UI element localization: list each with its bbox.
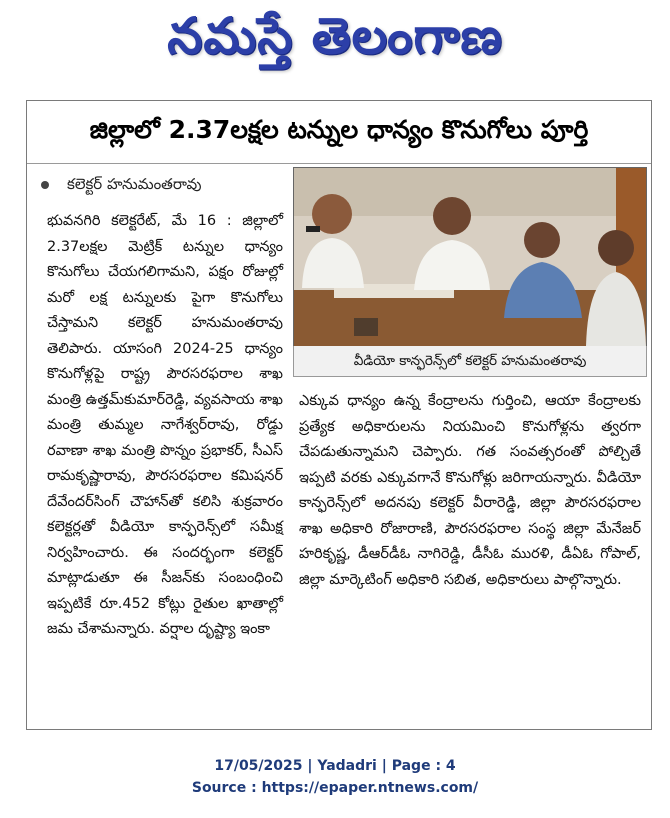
edition-line: 17/05/2025 | Yadadri | Page : 4 [214, 758, 456, 774]
article-headline: జిల్లాలో 2.37లక్షల టన్నుల ధాన్యం కొనుగోలు పూర్తి [89, 115, 589, 144]
article-photo [293, 167, 647, 347]
source-line: Source : https://epaper.ntnews.com/ [191, 780, 479, 796]
headline-divider [27, 163, 651, 164]
article-subhead [41, 175, 201, 197]
meeting-photo-illustration [294, 168, 646, 346]
article-column-1: భువనగిరి కలెక్టరేట్‌, మే 16 : జిల్లాలో 2.37లక్షల మెట్రిక్‌ టన్నుల ధాన్యం కొనుగోలు చేయగలిగామని, పక్షం రోజుల్లో మరో లక్ష టన్నులకు పైగా కొనుగోలు చేస్తామని కలెక్టర్‌ హనుమంతరావు తెలిపారు. యాసంగి 2024-25 ధాన్యం కొనుగోళ్లపై రాష్ట్ర పౌరసరఫరాల శాఖ మంత్రి ఉత్తమ్‌కుమార్‌రెడ్డి, వ్యవసాయ శాఖ మంత్రి తుమ్మల నాగేశ్వర్‌రావు, రోడ్డు రవాణా శాఖ మంత్రి పొన్నం ప్రభాకర్‌, సీఎస్‌ రామకృష్ణారావు, పౌరసరఫరాల కమిషనర్‌ దేవేందర్‌సింగ్‌ చౌహాన్‌తో కలిసి శుక్రవారం కలెక్టర్లతో వీడియో కాన్ఫరెన్స్‌లో సమీక్ష నిర్వహించారు. ఈ సందర్భంగా కలెక్టర్‌ మాట్లాడుతూ ఈ సీజన్‌కు సంబంధించి ఇప్పటికే రూ.452 కోట్లు రైతుల ఖాతాల్లో జమ చేశామన్నారు. వర్షాల దృష్ట్యా ఇంకా [47, 213, 283, 637]
masthead-title: నమస్తే తెలంగాణ [167, 6, 503, 65]
newspaper-masthead [0, 0, 670, 88]
article-column-2: ఎక్కువ ధాన్యం ఉన్న కేంద్రాలను గుర్తించి, ఆయా కేంద్రాలకు ప్రత్యేక అధికారులను నియమించి కొనుగోళ్లను త్వరగా చేపడుతున్నామని చెప్పారు. గత సంవత్సరంతో పోల్చితే ఇప్పటి వరకు ఎక్కువగానే కొనుగోళ్లు జరిగాయన్నారు. వీడియో కాన్ఫరెన్స్‌లో అదనపు కలెక్టర్‌ వీరారెడ్డి, జిల్లా పౌరసరఫరాల శాఖ అధికారి రోజారాణి, పౌరసరఫరాల సంస్థ జిల్లా మేనేజర్‌ హరికృష్ణ, డీఆర్‌డీఓ నాగిరెడ్డి, డీసీఓ మురళి, డీఏఓ గోపాల్‌, జిల్లా మార్కెటింగ్‌ అధికారి సబిత, అధికారులు పాల్గొన్నారు. [299, 393, 641, 588]
subhead-text: కలెక్టర్‌ హనుమంతరావు [67, 175, 202, 193]
article-clipping [26, 100, 652, 730]
photo-caption: వీడియో కాన్ఫరెన్స్‌లో కలెక్టర్‌ హనుమంతరావు [293, 346, 647, 377]
bullet-icon [41, 181, 49, 189]
